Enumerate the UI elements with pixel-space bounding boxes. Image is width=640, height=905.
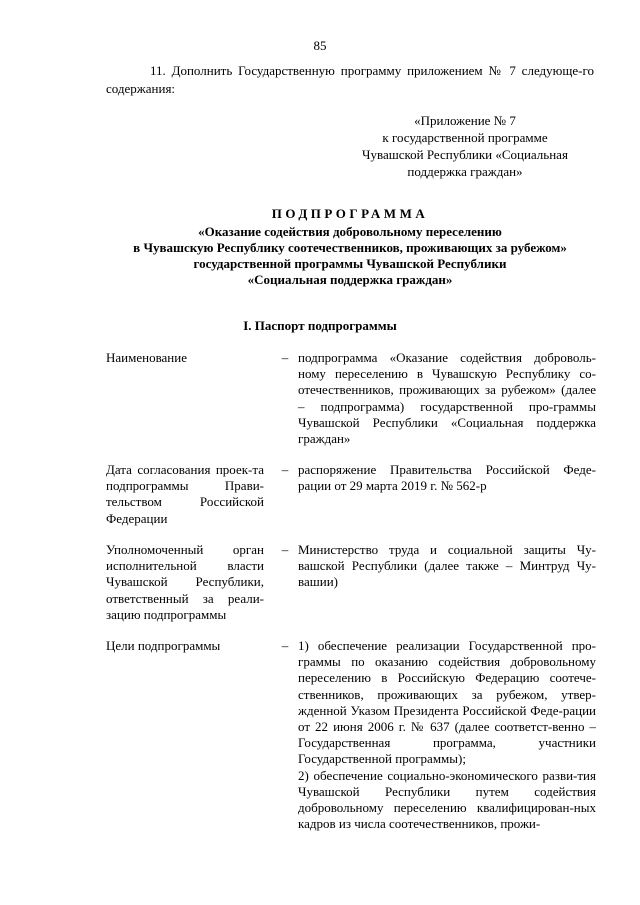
passport-label: Дата согласования проек-та подпрограммы Прави-тельством Российской Федерации bbox=[106, 462, 264, 526]
intro-paragraph bbox=[106, 62, 594, 98]
passport-value bbox=[298, 542, 596, 591]
appendix-line: к государственной программе bbox=[382, 130, 548, 145]
heading-line: государственной программы Чувашской Республики bbox=[193, 256, 507, 271]
passport-label: Наименование bbox=[106, 350, 187, 365]
intro-text: 11. Дополнить Государственную программу приложением № 7 следующе-го содержания: bbox=[106, 63, 594, 96]
passport-dash: – bbox=[281, 638, 289, 653]
passport-value bbox=[298, 462, 596, 494]
section-title: I. Паспорт подпрограммы bbox=[243, 318, 397, 333]
subprogram-title: ПОДПРОГРАММА bbox=[271, 206, 429, 221]
heading-line: в Чувашскую Республику соотечественников, проживающих за рубежом» bbox=[133, 240, 567, 255]
passport-dash: – bbox=[281, 542, 289, 557]
passport-label: Цели подпрограммы bbox=[106, 638, 221, 653]
passport-value bbox=[298, 638, 596, 832]
appendix-line: поддержка граждан» bbox=[407, 164, 523, 179]
passport-value-paragraph: подпрограмма «Оказание содействия доброволь-ному переселению в Чувашскую Республику со-отечественников, проживающих за рубежом» (далее – подпрограмма) государственной про-граммы Чувашской Республики «Социальная поддержка граждан» bbox=[298, 350, 596, 447]
passport-dash: – bbox=[281, 462, 289, 477]
passport-value-paragraph: 2) обеспечение социально-экономического разви-тия Чувашской Республики путем содействия добровольному переселению квалифицирован-ных кадров из числа соотечественников, прожи- bbox=[298, 767, 596, 832]
page-number: 85 bbox=[313, 38, 327, 53]
appendix-reference bbox=[340, 112, 590, 180]
appendix-line: Чувашской Республики «Социальная bbox=[362, 147, 568, 162]
passport-value-paragraph: Министерство труда и социальной защиты Чу-вашской Республики (далее также – Минтруд Чу-вашии) bbox=[298, 542, 596, 590]
heading-line: «Социальная поддержка граждан» bbox=[247, 272, 453, 287]
passport-value-paragraph: 1) обеспечение реализации Государственной про-граммы по оказанию содействия добровольному переселению в Российскую Федерацию соотече-ственников, проживающих за рубежом, утвер-жденной Указом Президента Российской Феде-рации от 22 июня 2006 г. № 637 (далее соответст-венно – Государственная программа, участники Государственной программы); bbox=[298, 638, 596, 767]
passport-value bbox=[298, 350, 596, 447]
passport-value-paragraph: распоряжение Правительства Российской Феде-рации от 29 марта 2019 г. № 562-р bbox=[298, 462, 596, 494]
passport-label: Уполномоченный орган исполнительной власти Чувашской Республики, ответственный за реали-зацию подпрограммы bbox=[106, 542, 264, 622]
appendix-line: «Приложение № 7 bbox=[414, 113, 516, 128]
passport-dash: – bbox=[281, 350, 289, 365]
subprogram-heading bbox=[100, 206, 600, 288]
heading-line: «Оказание содействия добровольному переселению bbox=[198, 224, 502, 239]
